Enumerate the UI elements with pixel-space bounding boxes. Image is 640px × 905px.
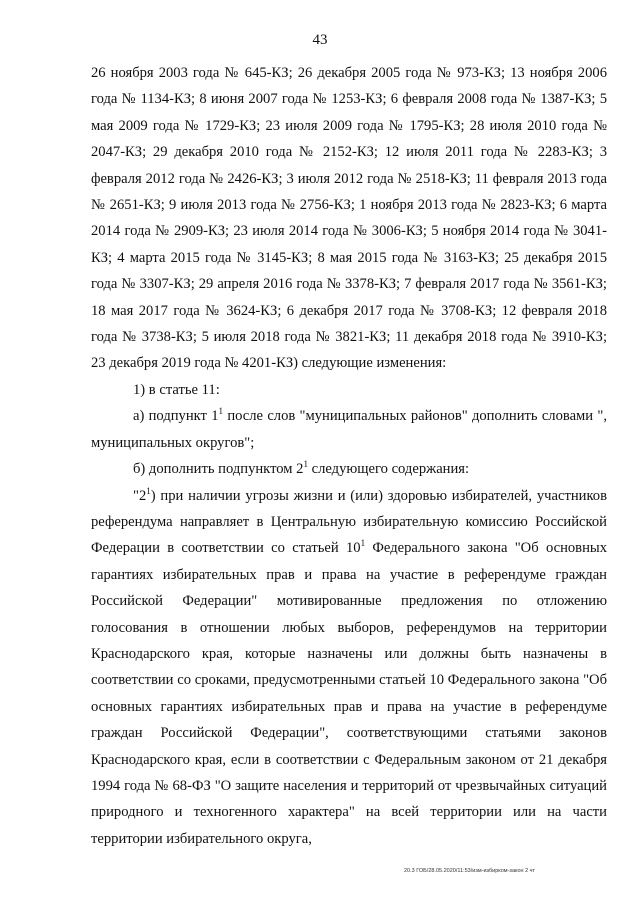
text-run: 1) в статье 11: — [133, 381, 220, 398]
superscript-index: 1 — [303, 459, 308, 470]
page-number: 43 — [312, 32, 328, 48]
text-run: 26 ноября 2003 года № 645-КЗ; 26 декабря 2005 года № 973-КЗ; 13 ноября 2006 года № 1134-КЗ; 8 июня 2007 года № 1253-КЗ; 6 февраля 2008 года № 1387-КЗ; 5 мая 2009 года № 1729-КЗ; 23 июля 2009 года № 1795-КЗ; 28 июля 2010 года № 2047-КЗ; 29 декабря 2010 года № 2152-КЗ; 12 июля 2011 года № 2283-КЗ; 3 февраля 2012 года № 2426-КЗ; 3 июля 2012 года № 2518-КЗ; 11 февраля 2013 года № 2651-КЗ; 9 июля 2013 года № 2756-КЗ; 1 ноября 2013 года № 2823-КЗ; 6 марта 2014 года № 2909-КЗ; 23 июля 2014 года № 3006-КЗ; 5 ноября 2014 года № 3041-КЗ; 4 марта 2015 года № 3145-КЗ; 8 мая 2015 года № 3163-КЗ; 25 декабря 2015 года № 3307-КЗ; 29 апреля 2016 года № 3378-КЗ; 7 февраля 2017 года № 3561-КЗ; 18 мая 2017 года № 3624-КЗ; 6 декабря 2017 года № 3708-КЗ; 12 февраля 2018 года № 3738-КЗ; 5 июля 2018 года № 3821-КЗ; 11 декабря 2018 года № 3910-КЗ; 23 декабря 2019 года № 4201-КЗ) следующие изменения: — [91, 65, 607, 372]
text-run: б) дополнить подпунктом 2 — [133, 461, 304, 478]
superscript-index: 1 — [218, 406, 224, 417]
superscript-index: 1 — [360, 538, 366, 549]
paragraph-item-b — [91, 456, 607, 482]
paragraph-item-1 — [91, 377, 607, 403]
paragraph-item-a — [91, 403, 607, 456]
text-run: после слов "муниципальных районов" дополнить словами ", муниципальных округов"; — [91, 408, 607, 451]
paragraph-quote-2-1 — [91, 483, 607, 853]
text-run: следующего содержания: — [307, 461, 470, 478]
text-run: Федерального закона "Об основных гарантиях избирательных прав и права на участие в референдуме граждан Российской Федерации" мотивированные предложения по отложению голосования в отношении любых выборов, референдумов на территории Краснодарского края, которые назначены или должны быть назначены в соответствии со сроками, предусмотренными статьей 10 Федерального закона "Об основных гарантиях избирательных прав и права на участие в референдуме граждан Российской Федерации", соответствующими статьями законов Краснодарского края, если в соответствии с Федеральным законом от 21 декабря 1994 года № 68-ФЗ "О защите населения и территорий от чрезвычайных ситуаций природного и техногенного характера" на всей территории или на части территории избирательного округа, — [91, 540, 607, 847]
superscript-index: 1 — [146, 485, 151, 496]
paragraph-intro — [91, 60, 607, 377]
text-run: "2 — [133, 487, 147, 504]
text-run: ) при наличии угрозы жизни и (или) здоровью избирателей, участников референдума направляет в Центральную избирательную комиссию Российской Федерации в соответствии со статьей 10 — [91, 487, 607, 557]
text-run: а) подпункт 1 — [133, 408, 219, 425]
footer-stamp: 20.3 ГОБ/28.05.2020/11:53/изм-избирком-закон 2 чт — [404, 868, 536, 874]
document-body — [91, 60, 607, 852]
